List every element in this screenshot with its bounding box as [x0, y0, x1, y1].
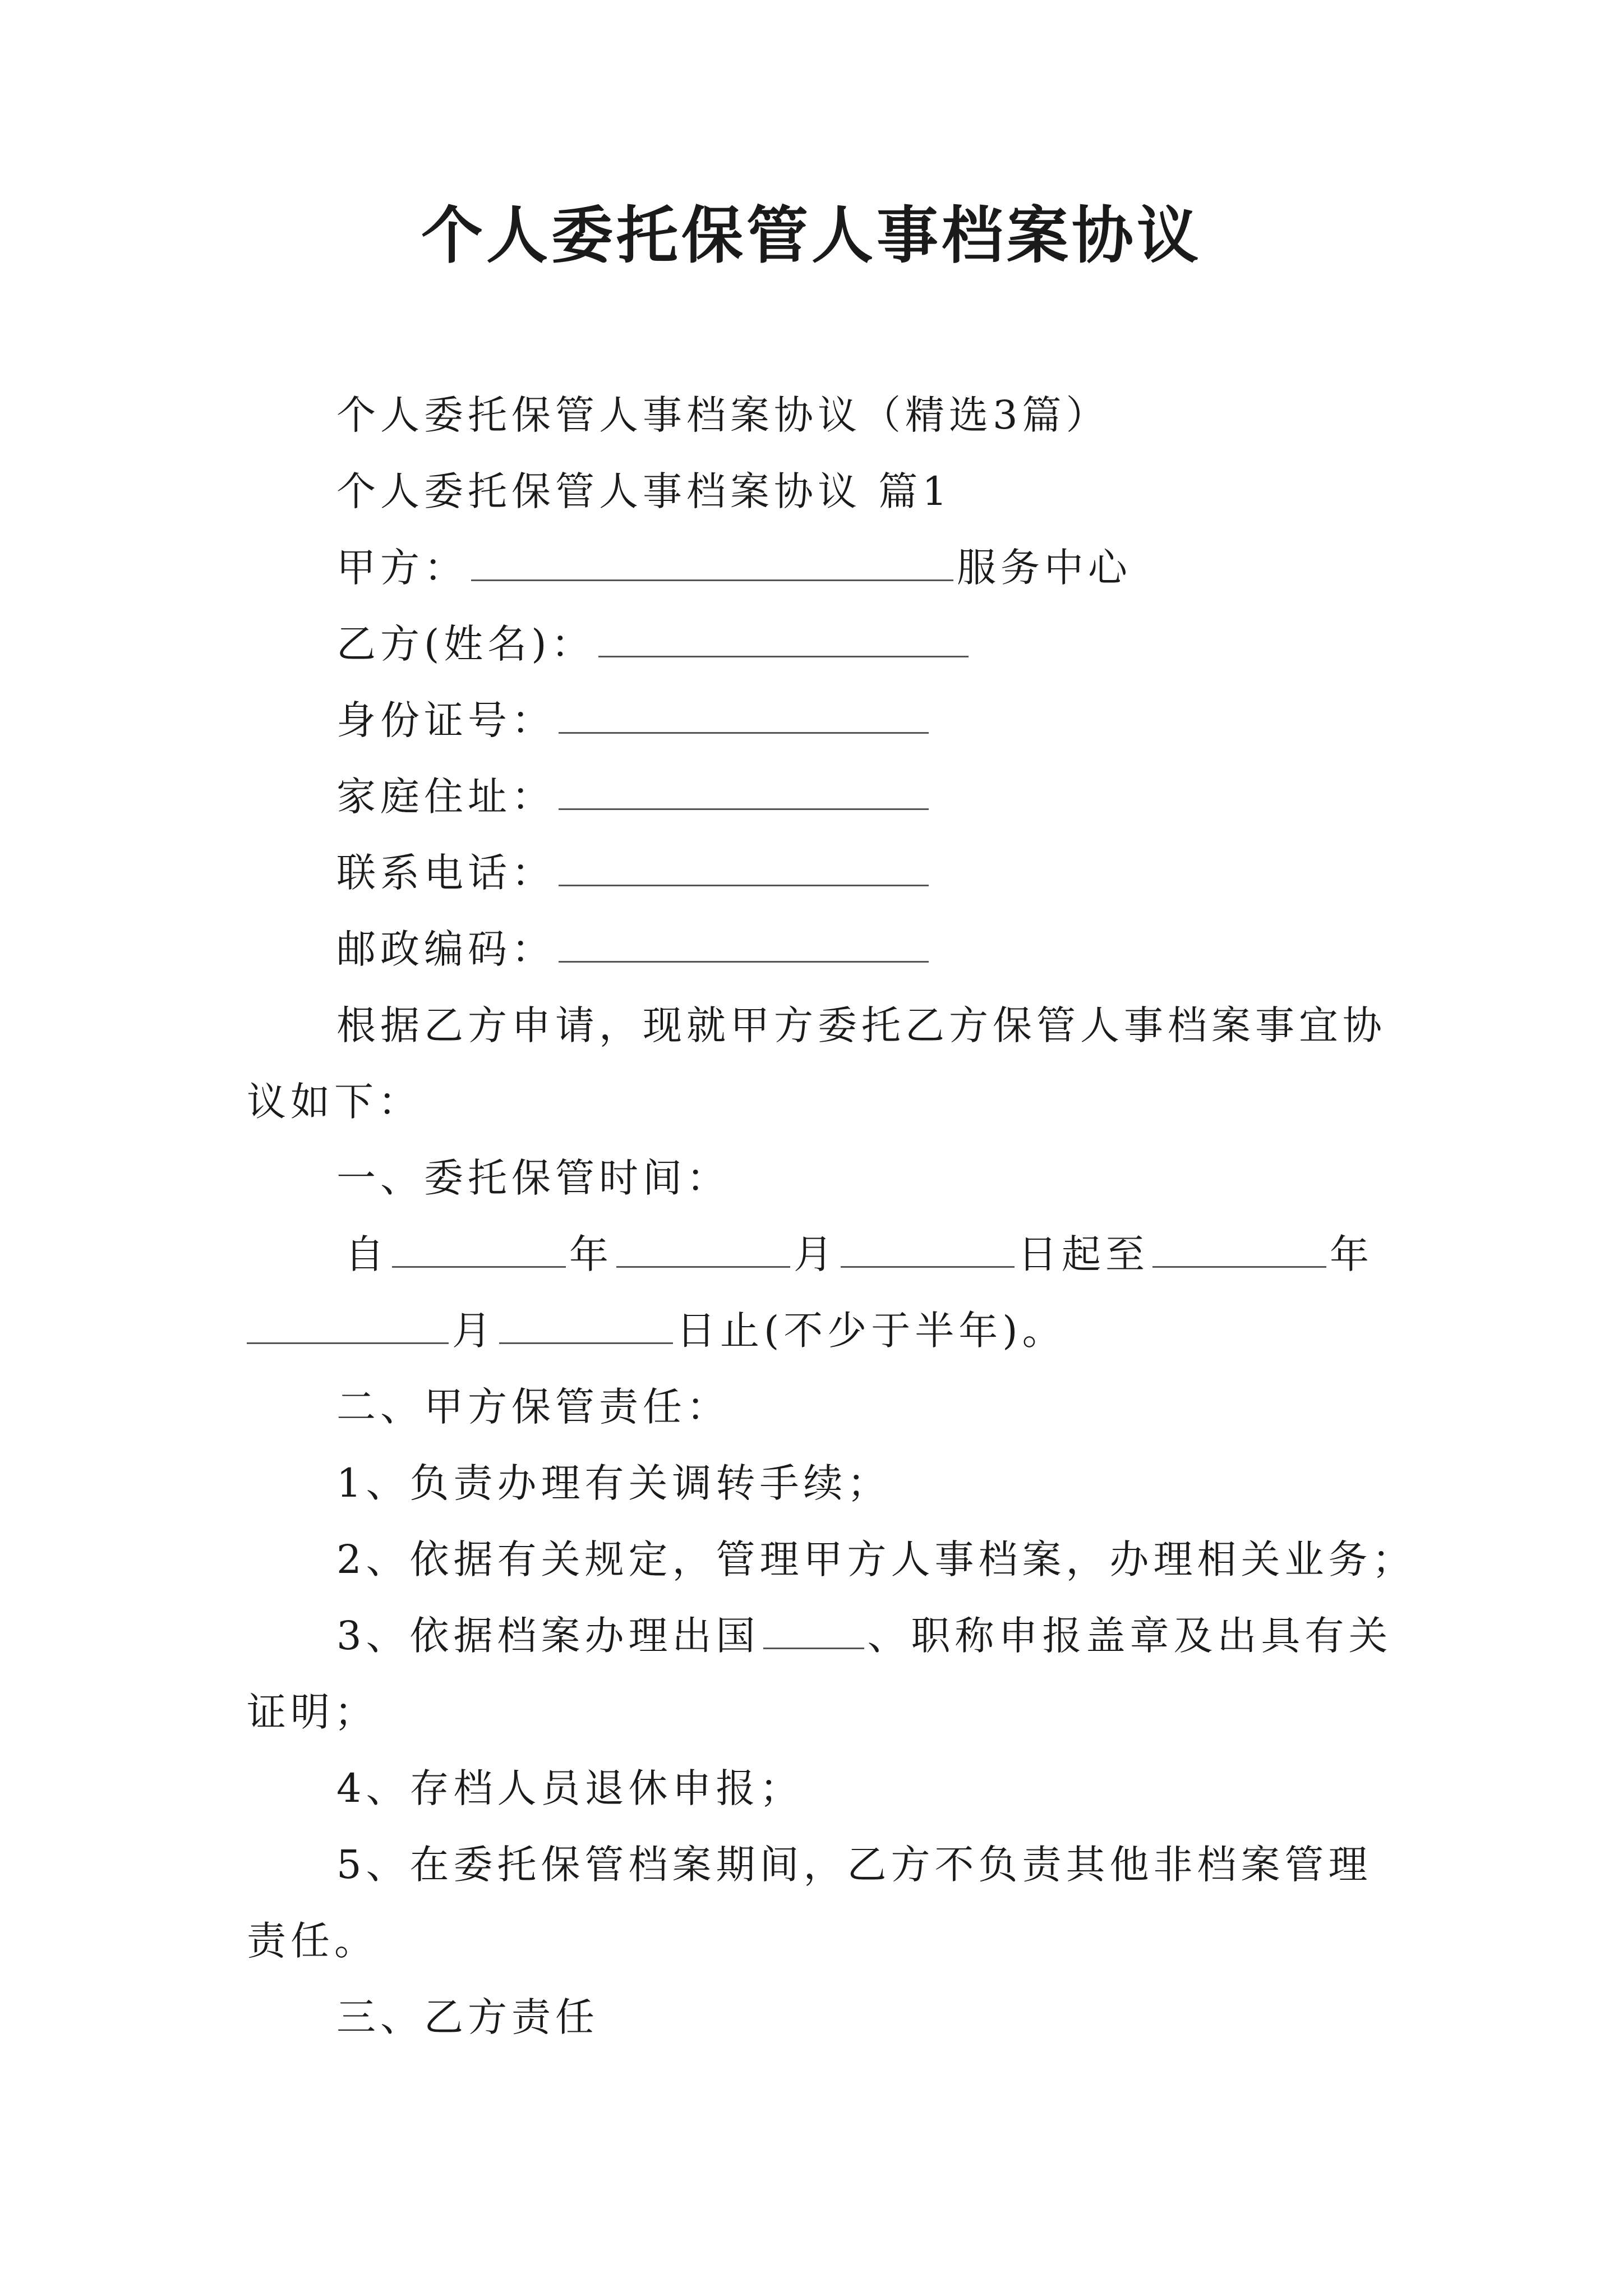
- party-b-line: [336, 616, 972, 672]
- period-year-1: 年: [569, 1231, 613, 1277]
- clause-2-heading: 二、甲方保管责任：: [336, 1384, 730, 1430]
- clause-3-heading: 三、乙方责任: [336, 1994, 599, 2040]
- postal-blank: [559, 922, 929, 963]
- subtitle: 个人委托保管人事档案协议（精选3篇）: [336, 392, 1110, 438]
- period-month-1-blank: [616, 1227, 790, 1268]
- period-month-1: 月: [794, 1231, 837, 1277]
- clause-1-heading: 一、委托保管时间：: [336, 1155, 730, 1201]
- party-a-label: 甲方：: [336, 545, 468, 591]
- period-month-2-blank: [247, 1303, 449, 1344]
- phone-line: [336, 845, 932, 901]
- party-a-line: [336, 540, 1132, 596]
- period-month-2: 月: [452, 1308, 496, 1354]
- item-5-line-2: 责任。: [247, 1918, 378, 1964]
- item-3-part-1: 3、依据档案办理出国: [336, 1613, 760, 1659]
- period-day-1-blank: [841, 1227, 1015, 1268]
- party-a-blank: [471, 540, 953, 581]
- phone-label: 联系电话：: [336, 850, 555, 896]
- address-line: [336, 769, 932, 825]
- id-label: 身份证号：: [336, 697, 555, 743]
- intro-line-2: 议如下：: [247, 1079, 422, 1125]
- period-end: 日止(不少于半年)。: [676, 1308, 1066, 1354]
- party-b-label: 乙方(姓名)：: [336, 621, 595, 667]
- period-from: 自: [345, 1231, 389, 1277]
- item-3-part-2: 、职称申报盖章及出具有关: [867, 1613, 1393, 1659]
- id-line: [336, 692, 932, 748]
- item-2: 2、依据有关规定，管理甲方人事档案，办理相关业务；: [336, 1536, 1416, 1582]
- intro-line-1: 根据乙方申请，现就甲方委托乙方保管人事档案事宜协: [336, 1002, 1386, 1048]
- address-label: 家庭住址：: [336, 774, 555, 820]
- period-year-2-blank: [1152, 1227, 1326, 1268]
- period-day-to: 日起至: [1018, 1231, 1149, 1277]
- document-title: 个人委托保管人事档案协议: [421, 200, 1202, 272]
- period-year-1-blank: [392, 1227, 566, 1268]
- item-3-blank: [763, 1608, 864, 1649]
- section-heading: 个人委托保管人事档案协议 篇1: [336, 468, 952, 514]
- item-3-line-1: [336, 1608, 1393, 1664]
- address-blank: [559, 769, 929, 810]
- postal-label: 邮政编码：: [336, 926, 555, 972]
- period-line-2: [247, 1303, 1066, 1359]
- id-blank: [559, 693, 929, 734]
- item-4: 4、存档人员退休申报；: [336, 1765, 804, 1811]
- period-line-1: [345, 1226, 1373, 1282]
- period-day-2-blank: [499, 1303, 673, 1344]
- item-1: 1、负责办理有关调转手续；: [336, 1460, 891, 1506]
- party-a-suffix: 服务中心: [957, 545, 1132, 591]
- item-3-line-2: 证明；: [247, 1689, 378, 1735]
- postal-line: [336, 921, 932, 977]
- item-5-line-1: 5、在委托保管档案期间，乙方不负责其他非档案管理: [336, 1842, 1372, 1888]
- period-year-2: 年: [1330, 1231, 1373, 1277]
- party-b-blank: [598, 616, 969, 657]
- phone-blank: [559, 845, 929, 886]
